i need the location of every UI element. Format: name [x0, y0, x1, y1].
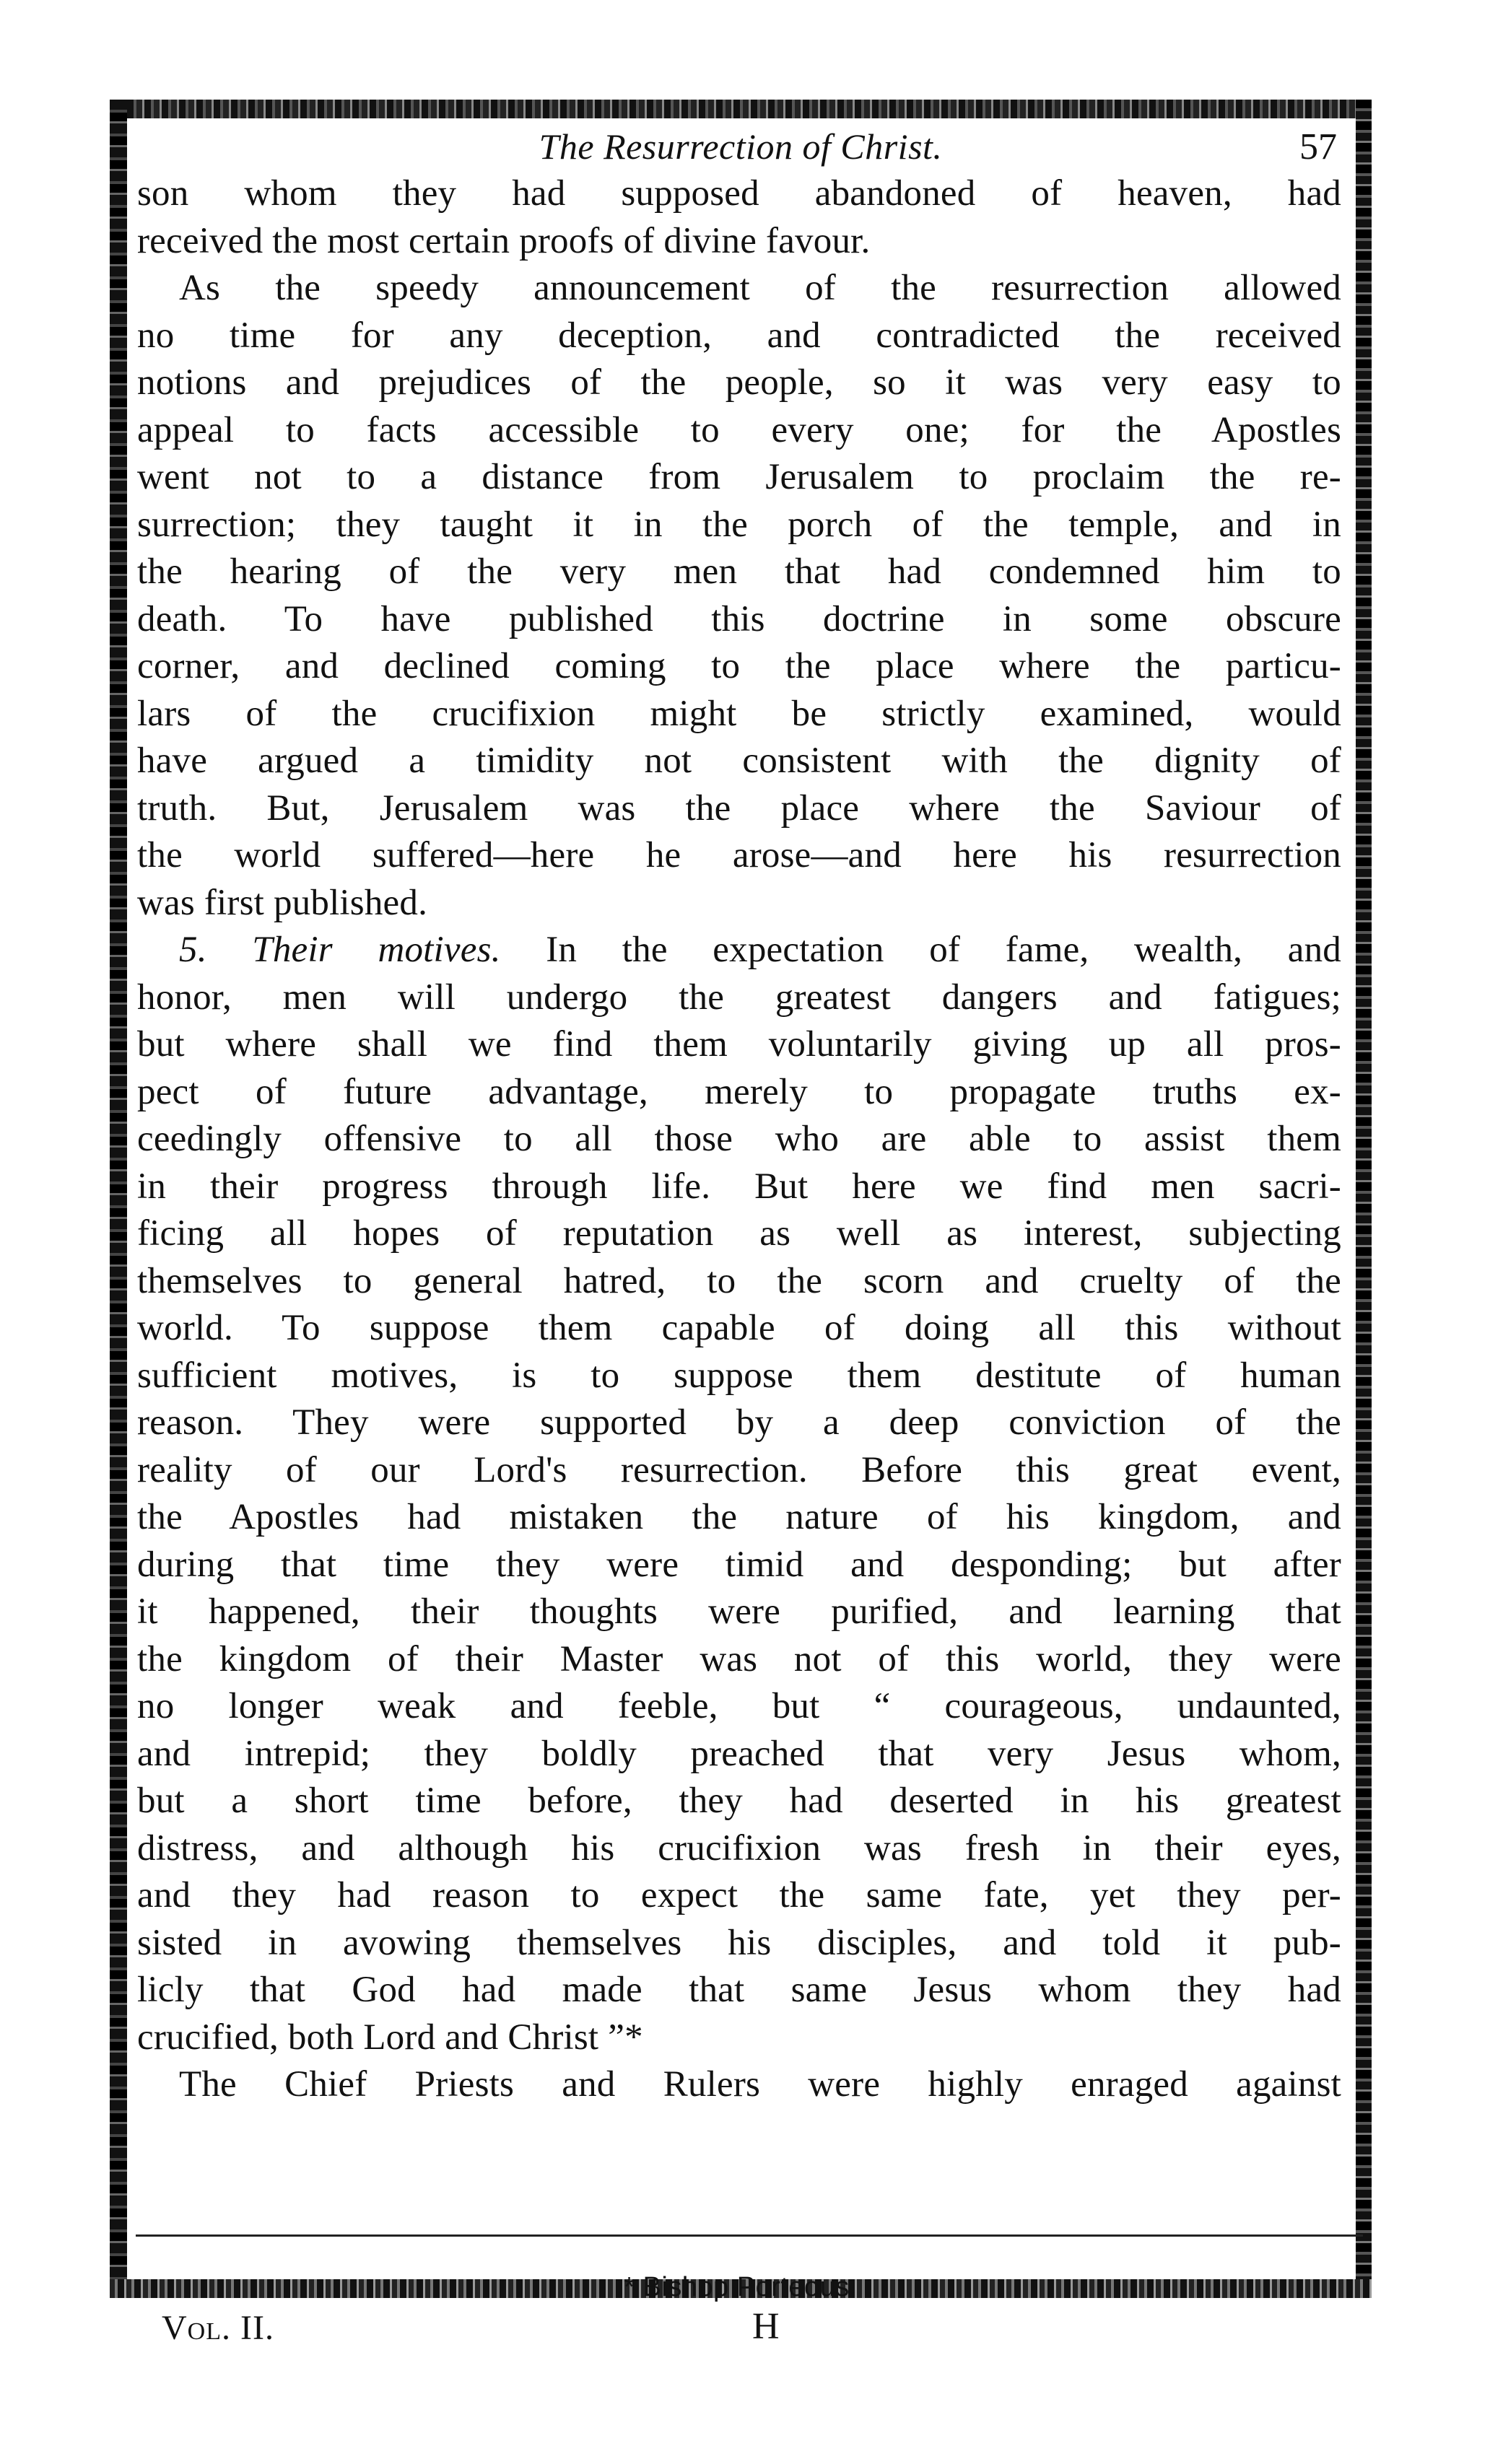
text-line: pect of future advantage, merely to propagate truths ex- — [137, 1071, 1341, 1112]
text-line: appeal to facts accessible to every one; for the Apostles — [137, 409, 1341, 450]
volume-label: Vol. II. — [162, 2309, 274, 2347]
text-line: it happened, their thoughts were purified, and learning that — [137, 1591, 1341, 1632]
text-line: and they had reason to expect the same fate, yet they per- — [137, 1875, 1341, 1915]
text-line-section-start — [137, 927, 1341, 974]
text-line: reason. They were supported by a deep conviction of the — [137, 1402, 1341, 1443]
text-line: have argued a timidity not consistent with the dignity of — [137, 740, 1341, 781]
text-line: the world suffered—here he arose—and here his resurrection — [137, 835, 1341, 875]
text-line: the Apostles had mistaken the nature of his kingdom, and — [137, 1497, 1341, 1537]
section-label: 5. Their motives. — [179, 930, 501, 970]
text-line: notions and prejudices of the people, so it was very easy to — [137, 362, 1341, 403]
running-title: The Resurrection of Christ. — [539, 126, 943, 167]
text-line: lars of the crucifixion might be strictly examined, would — [137, 693, 1341, 734]
ornamental-border-right — [1356, 100, 1372, 2298]
text-line: received the most certain proofs of divine favour. — [137, 220, 871, 261]
signature-mark: H — [752, 2306, 780, 2347]
text-line: reality of our Lord's resurrection. Before this great event, — [137, 1449, 1341, 1490]
text-line: truth. But, Jerusalem was the place where the Saviour of — [137, 787, 1341, 829]
text-line: and intrepid; they boldly preached that very Jesus whom, — [137, 1733, 1341, 1774]
body-text — [137, 170, 1344, 2109]
page-frame — [110, 100, 1372, 2347]
text-line: themselves to general hatred, to the scorn and cruelty of the — [137, 1260, 1341, 1301]
text-line-rest: In the expectation of fame, wealth, and — [546, 930, 1341, 970]
text-line: ceedingly offensive to all those who are able to assist them — [137, 1119, 1341, 1159]
footnote: * Bishop Porteous. — [624, 2272, 858, 2302]
text-line: As the speedy announcement of the resurrection allowed — [179, 268, 1341, 308]
text-line: but where shall we find them voluntarily giving up all pros- — [137, 1024, 1341, 1065]
text-line: ficing all hopes of reputation as well as interest, subjecting — [137, 1213, 1341, 1254]
page-content — [137, 118, 1344, 2109]
text-line: crucified, both Lord and Christ ”* — [137, 2017, 643, 2058]
signature-line — [110, 2301, 1372, 2351]
ornamental-border-left — [110, 100, 127, 2298]
text-line: death. To have published this doctrine in some obscure — [137, 598, 1341, 639]
text-line: sufficient motives, is to suppose them destitute of human — [137, 1355, 1341, 1396]
text-line: world. To suppose them capable of doing all this without — [137, 1308, 1341, 1348]
text-line: surrection; they taught it in the porch of the temple, and in — [137, 504, 1341, 545]
text-line: son whom they had supposed abandoned of heaven, had — [137, 173, 1341, 214]
text-line: honor, men will undergo the greatest dangers and fatigues; — [137, 977, 1341, 1018]
footnote-rule — [136, 2234, 1363, 2237]
text-line: sisted in avowing themselves his disciples, and told it pub- — [137, 1922, 1341, 1963]
ornamental-border-top — [110, 100, 1372, 118]
text-line: licly that God had made that same Jesus whom they had — [137, 1970, 1341, 2010]
text-line: the kingdom of their Master was not of this world, they were — [137, 1638, 1341, 1679]
text-line: no time for any deception, and contradicted the received — [137, 315, 1341, 356]
text-line: in their progress through life. But here we find men sacri- — [137, 1166, 1341, 1207]
text-line: distress, and although his crucifixion was fresh in their eyes, — [137, 1827, 1341, 1869]
text-line: but a short time before, they had deserted in his greatest — [137, 1781, 1341, 1821]
text-line: no longer weak and feeble, but “ courageous, undaunted, — [137, 1686, 1341, 1726]
text-line: was first published. — [137, 882, 428, 923]
text-line: The Chief Priests and Rulers were highly enraged against — [179, 2064, 1341, 2105]
text-line: corner, and declined coming to the place where the particu- — [137, 646, 1341, 686]
page-number: 57 — [1299, 126, 1337, 167]
text-line: went not to a distance from Jerusalem to proclaim the re- — [137, 457, 1341, 497]
text-line: the hearing of the very men that had condemned him to — [137, 551, 1341, 592]
running-head — [137, 118, 1344, 167]
text-line: during that time they were timid and desponding; but after — [137, 1544, 1341, 1585]
